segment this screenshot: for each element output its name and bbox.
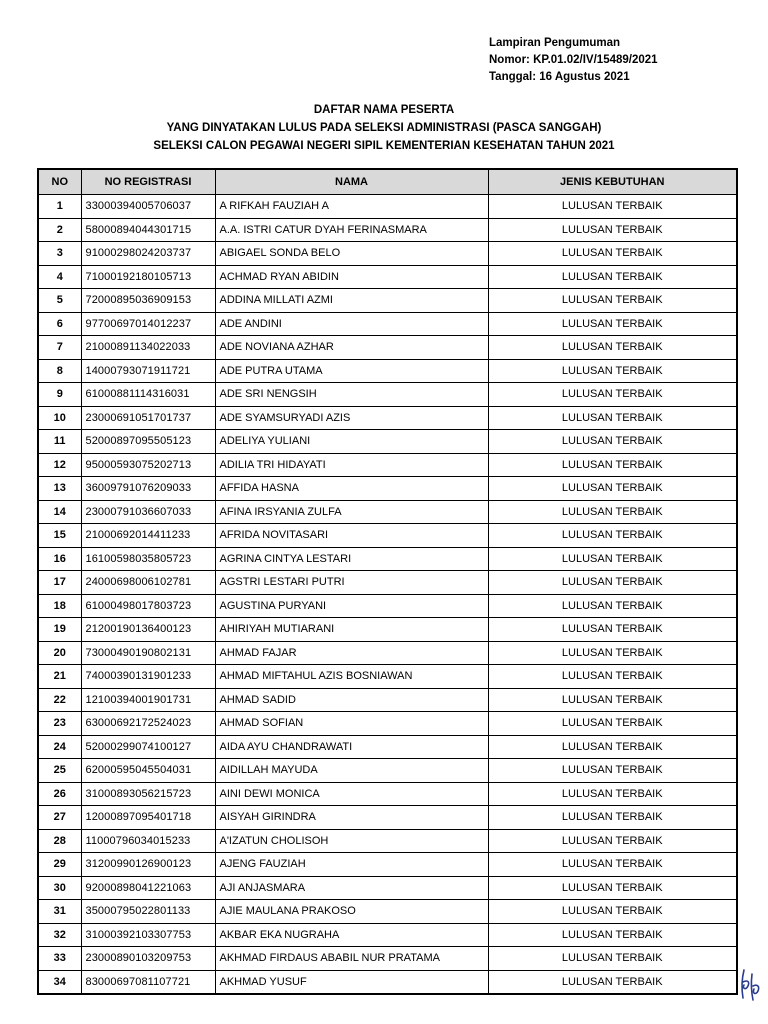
table-row bbox=[38, 923, 737, 947]
cell-requirement: LULUSAN TERBAIK bbox=[488, 430, 737, 454]
cell-no: 32 bbox=[38, 923, 81, 947]
reference-title: Lampiran Pengumuman bbox=[489, 37, 620, 49]
cell-no: 1 bbox=[38, 195, 81, 219]
cell-requirement: LULUSAN TERBAIK bbox=[488, 383, 737, 407]
cell-no: 20 bbox=[38, 641, 81, 665]
cell-registration: 33000394005706037 bbox=[81, 195, 215, 219]
document-heading bbox=[0, 101, 768, 155]
cell-name: AJENG FAUZIAH bbox=[215, 853, 488, 877]
cell-name: AHIRIYAH MUTIARANI bbox=[215, 618, 488, 642]
cell-no: 3 bbox=[38, 242, 81, 266]
cell-registration: 91000298024203737 bbox=[81, 242, 215, 266]
cell-name: AHMAD MIFTAHUL AZIS BOSNIAWAN bbox=[215, 665, 488, 689]
cell-name: AGSTRI LESTARI PUTRI bbox=[215, 571, 488, 595]
cell-name: AFINA IRSYANIA ZULFA bbox=[215, 500, 488, 524]
cell-name: A RIFKAH FAUZIAH A bbox=[215, 195, 488, 219]
table-row bbox=[38, 876, 737, 900]
cell-registration: 35000795022801133 bbox=[81, 900, 215, 924]
cell-requirement: LULUSAN TERBAIK bbox=[488, 782, 737, 806]
cell-requirement: LULUSAN TERBAIK bbox=[488, 453, 737, 477]
cell-requirement: LULUSAN TERBAIK bbox=[488, 547, 737, 571]
cell-no: 15 bbox=[38, 524, 81, 548]
cell-name: A.A. ISTRI CATUR DYAH FERINASMARA bbox=[215, 218, 488, 242]
table-row bbox=[38, 195, 737, 219]
heading-subtitle: YANG DINYATAKAN LULUS PADA SELEKSI ADMINISTRASI (PASCA SANGGAH) bbox=[166, 122, 602, 134]
cell-registration: 24000698006102781 bbox=[81, 571, 215, 595]
table-row bbox=[38, 970, 737, 994]
cell-name: ADELIYA YULIANI bbox=[215, 430, 488, 454]
table-row bbox=[38, 712, 737, 736]
cell-requirement: LULUSAN TERBAIK bbox=[488, 829, 737, 853]
cell-no: 16 bbox=[38, 547, 81, 571]
table-row bbox=[38, 500, 737, 524]
cell-no: 9 bbox=[38, 383, 81, 407]
table-row bbox=[38, 406, 737, 430]
cell-no: 25 bbox=[38, 759, 81, 783]
cell-name: A'IZATUN CHOLISOH bbox=[215, 829, 488, 853]
cell-requirement: LULUSAN TERBAIK bbox=[488, 524, 737, 548]
table-row bbox=[38, 430, 737, 454]
cell-name: ADE ANDINI bbox=[215, 312, 488, 336]
cell-requirement: LULUSAN TERBAIK bbox=[488, 665, 737, 689]
heading-subtitle-2: SELEKSI CALON PEGAWAI NEGERI SIPIL KEMENTERIAN KESEHATAN TAHUN 2021 bbox=[153, 140, 615, 152]
cell-requirement: LULUSAN TERBAIK bbox=[488, 195, 737, 219]
cell-no: 2 bbox=[38, 218, 81, 242]
cell-requirement: LULUSAN TERBAIK bbox=[488, 876, 737, 900]
cell-no: 24 bbox=[38, 735, 81, 759]
cell-no: 4 bbox=[38, 265, 81, 289]
table-row bbox=[38, 383, 737, 407]
cell-no: 27 bbox=[38, 806, 81, 830]
cell-requirement: LULUSAN TERBAIK bbox=[488, 218, 737, 242]
table-row bbox=[38, 453, 737, 477]
table-row bbox=[38, 359, 737, 383]
cell-registration: 72000895036909153 bbox=[81, 289, 215, 313]
cell-name: ADILIA TRI HIDAYATI bbox=[215, 453, 488, 477]
cell-name: AHMAD FAJAR bbox=[215, 641, 488, 665]
reference-date: Tanggal: 16 Agustus 2021 bbox=[489, 71, 630, 83]
table-row bbox=[38, 312, 737, 336]
table-row bbox=[38, 594, 737, 618]
reference-block bbox=[489, 35, 658, 86]
column-header-no: NO bbox=[38, 169, 81, 195]
cell-no: 18 bbox=[38, 594, 81, 618]
cell-registration: 74000390131901233 bbox=[81, 665, 215, 689]
cell-no: 34 bbox=[38, 970, 81, 994]
cell-name: AGRINA CINTYA LESTARI bbox=[215, 547, 488, 571]
cell-no: 12 bbox=[38, 453, 81, 477]
cell-name: AJIE MAULANA PRAKOSO bbox=[215, 900, 488, 924]
cell-registration: 31200990126900123 bbox=[81, 853, 215, 877]
table-row bbox=[38, 947, 737, 971]
cell-registration: 71000192180105713 bbox=[81, 265, 215, 289]
cell-name: AIDA AYU CHANDRAWATI bbox=[215, 735, 488, 759]
cell-name: AHMAD SADID bbox=[215, 688, 488, 712]
cell-no: 29 bbox=[38, 853, 81, 877]
cell-registration: 97700697014012237 bbox=[81, 312, 215, 336]
table-row bbox=[38, 524, 737, 548]
cell-registration: 61000498017803723 bbox=[81, 594, 215, 618]
cell-registration: 83000697081107721 bbox=[81, 970, 215, 994]
cell-registration: 21000692014411233 bbox=[81, 524, 215, 548]
cell-registration: 31000893056215723 bbox=[81, 782, 215, 806]
table-row bbox=[38, 900, 737, 924]
cell-name: AKBAR EKA NUGRAHA bbox=[215, 923, 488, 947]
cell-name: ABIGAEL SONDA BELO bbox=[215, 242, 488, 266]
participants-table bbox=[37, 168, 738, 995]
cell-requirement: LULUSAN TERBAIK bbox=[488, 265, 737, 289]
table-row bbox=[38, 806, 737, 830]
cell-requirement: LULUSAN TERBAIK bbox=[488, 853, 737, 877]
cell-requirement: LULUSAN TERBAIK bbox=[488, 594, 737, 618]
table-row bbox=[38, 618, 737, 642]
cell-name: AINI DEWI MONICA bbox=[215, 782, 488, 806]
table-row bbox=[38, 289, 737, 313]
cell-name: AJI ANJASMARA bbox=[215, 876, 488, 900]
cell-requirement: LULUSAN TERBAIK bbox=[488, 406, 737, 430]
cell-registration: 73000490190802131 bbox=[81, 641, 215, 665]
cell-registration: 52000897095505123 bbox=[81, 430, 215, 454]
cell-requirement: LULUSAN TERBAIK bbox=[488, 618, 737, 642]
cell-no: 31 bbox=[38, 900, 81, 924]
cell-requirement: LULUSAN TERBAIK bbox=[488, 947, 737, 971]
cell-requirement: LULUSAN TERBAIK bbox=[488, 242, 737, 266]
cell-no: 19 bbox=[38, 618, 81, 642]
cell-requirement: LULUSAN TERBAIK bbox=[488, 688, 737, 712]
cell-name: AFFIDA HASNA bbox=[215, 477, 488, 501]
cell-name: ADE SRI NENGSIH bbox=[215, 383, 488, 407]
table-row bbox=[38, 265, 737, 289]
cell-requirement: LULUSAN TERBAIK bbox=[488, 289, 737, 313]
cell-requirement: LULUSAN TERBAIK bbox=[488, 641, 737, 665]
cell-registration: 63000692172524023 bbox=[81, 712, 215, 736]
column-header-name: NAMA bbox=[215, 169, 488, 195]
cell-no: 8 bbox=[38, 359, 81, 383]
cell-no: 6 bbox=[38, 312, 81, 336]
heading-title: DAFTAR NAMA PESERTA bbox=[313, 104, 455, 116]
table-row bbox=[38, 829, 737, 853]
cell-no: 10 bbox=[38, 406, 81, 430]
table-row bbox=[38, 242, 737, 266]
cell-no: 11 bbox=[38, 430, 81, 454]
cell-registration: 16100598035805723 bbox=[81, 547, 215, 571]
cell-requirement: LULUSAN TERBAIK bbox=[488, 359, 737, 383]
cell-no: 33 bbox=[38, 947, 81, 971]
cell-no: 23 bbox=[38, 712, 81, 736]
cell-no: 17 bbox=[38, 571, 81, 595]
cell-name: ADE PUTRA UTAMA bbox=[215, 359, 488, 383]
table-row bbox=[38, 735, 737, 759]
cell-no: 21 bbox=[38, 665, 81, 689]
table-row bbox=[38, 477, 737, 501]
cell-requirement: LULUSAN TERBAIK bbox=[488, 735, 737, 759]
cell-name: ACHMAD RYAN ABIDIN bbox=[215, 265, 488, 289]
cell-name: AKHMAD YUSUF bbox=[215, 970, 488, 994]
cell-requirement: LULUSAN TERBAIK bbox=[488, 923, 737, 947]
cell-requirement: LULUSAN TERBAIK bbox=[488, 312, 737, 336]
table-row bbox=[38, 571, 737, 595]
cell-registration: 92000898041221063 bbox=[81, 876, 215, 900]
cell-no: 14 bbox=[38, 500, 81, 524]
cell-registration: 12100394001901731 bbox=[81, 688, 215, 712]
table-row bbox=[38, 218, 737, 242]
table-row bbox=[38, 336, 737, 360]
table-row bbox=[38, 665, 737, 689]
cell-registration: 23000890103209753 bbox=[81, 947, 215, 971]
cell-requirement: LULUSAN TERBAIK bbox=[488, 970, 737, 994]
table-header-row bbox=[38, 169, 737, 195]
reference-number: Nomor: KP.01.02/IV/15489/2021 bbox=[489, 54, 658, 66]
cell-requirement: LULUSAN TERBAIK bbox=[488, 900, 737, 924]
cell-requirement: LULUSAN TERBAIK bbox=[488, 571, 737, 595]
cell-name: AFRIDA NOVITASARI bbox=[215, 524, 488, 548]
cell-name: ADE NOVIANA AZHAR bbox=[215, 336, 488, 360]
cell-registration: 12000897095401718 bbox=[81, 806, 215, 830]
cell-no: 28 bbox=[38, 829, 81, 853]
cell-requirement: LULUSAN TERBAIK bbox=[488, 759, 737, 783]
column-header-registration: NO REGISTRASI bbox=[81, 169, 215, 195]
table-row bbox=[38, 759, 737, 783]
cell-requirement: LULUSAN TERBAIK bbox=[488, 806, 737, 830]
cell-no: 5 bbox=[38, 289, 81, 313]
cell-name: ADE SYAMSURYADI AZIS bbox=[215, 406, 488, 430]
cell-requirement: LULUSAN TERBAIK bbox=[488, 500, 737, 524]
cell-registration: 31000392103307753 bbox=[81, 923, 215, 947]
cell-registration: 36009791076209033 bbox=[81, 477, 215, 501]
table-row bbox=[38, 641, 737, 665]
cell-name: AISYAH GIRINDRA bbox=[215, 806, 488, 830]
cell-registration: 23000791036607033 bbox=[81, 500, 215, 524]
cell-no: 13 bbox=[38, 477, 81, 501]
cell-name: AGUSTINA PURYANI bbox=[215, 594, 488, 618]
table-body bbox=[38, 195, 737, 995]
cell-name: AIDILLAH MAYUDA bbox=[215, 759, 488, 783]
cell-requirement: LULUSAN TERBAIK bbox=[488, 477, 737, 501]
cell-registration: 52000299074100127 bbox=[81, 735, 215, 759]
cell-no: 7 bbox=[38, 336, 81, 360]
table-row bbox=[38, 853, 737, 877]
table-row bbox=[38, 688, 737, 712]
cell-no: 26 bbox=[38, 782, 81, 806]
table-row bbox=[38, 547, 737, 571]
cell-name: AHMAD SOFIAN bbox=[215, 712, 488, 736]
cell-registration: 95000593075202713 bbox=[81, 453, 215, 477]
cell-registration: 23000691051701737 bbox=[81, 406, 215, 430]
cell-registration: 58000894044301715 bbox=[81, 218, 215, 242]
handwritten-initial-icon bbox=[738, 964, 764, 1009]
column-header-requirement: JENIS KEBUTUHAN bbox=[488, 169, 737, 195]
cell-name: AKHMAD FIRDAUS ABABIL NUR PRATAMA bbox=[215, 947, 488, 971]
cell-no: 22 bbox=[38, 688, 81, 712]
cell-requirement: LULUSAN TERBAIK bbox=[488, 712, 737, 736]
cell-requirement: LULUSAN TERBAIK bbox=[488, 336, 737, 360]
cell-registration: 11000796034015233 bbox=[81, 829, 215, 853]
table-row bbox=[38, 782, 737, 806]
cell-registration: 21200190136400123 bbox=[81, 618, 215, 642]
cell-registration: 14000793071911721 bbox=[81, 359, 215, 383]
cell-registration: 62000595045504031 bbox=[81, 759, 215, 783]
cell-name: ADDINA MILLATI AZMI bbox=[215, 289, 488, 313]
cell-registration: 61000881114316031 bbox=[81, 383, 215, 407]
cell-registration: 21000891134022033 bbox=[81, 336, 215, 360]
cell-no: 30 bbox=[38, 876, 81, 900]
